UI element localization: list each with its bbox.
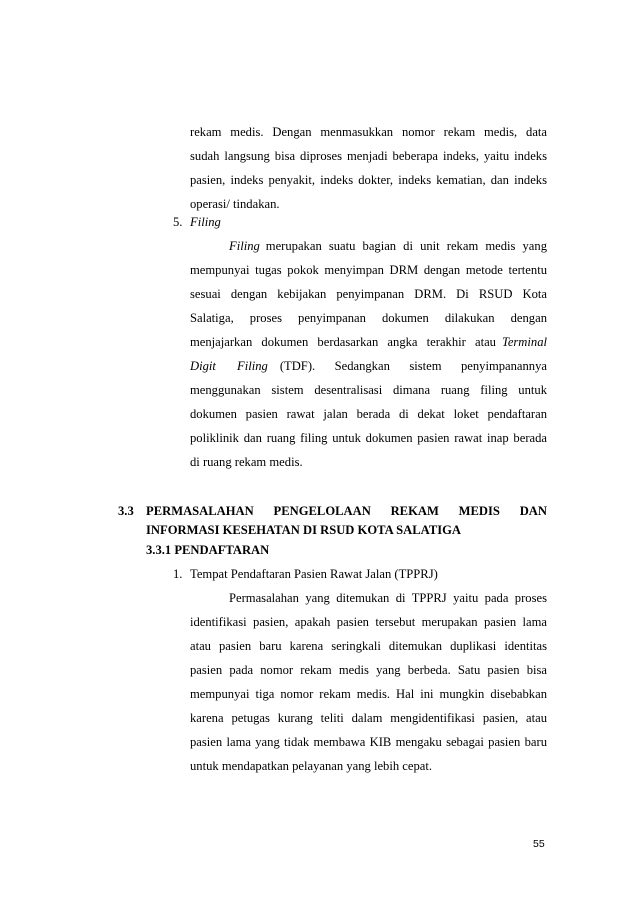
paragraph-line: Permasalahan yang ditemukan di TPPRJ yaitu pada proses bbox=[229, 591, 547, 605]
paragraph-line: pasien, indeks penyakit, indeks dokter, indeks kematian, dan indeks bbox=[190, 173, 547, 187]
paragraph-line: Salatiga, proses penyimpanan dokumen dilakukan dengan bbox=[190, 311, 547, 325]
paragraph-line: sudah langsung bisa diproses menjadi beberapa indeks, yaitu indeks bbox=[190, 149, 547, 163]
section-heading: PERMASALAHAN PENGELOLAAN REKAM MEDIS DAN bbox=[146, 504, 547, 518]
text-span: (TDF). Sedangkan sistem penyimpanannya bbox=[279, 359, 547, 373]
paragraph-line: rekam medis. Dengan menmasukkan nomor rekam medis, data bbox=[190, 125, 547, 139]
text-span: merupakan suatu bagian di unit rekam medis yang bbox=[265, 239, 547, 253]
paragraph-line: di ruang rekam medis. bbox=[190, 455, 303, 469]
paragraph-line: dokumen pasien rawat jalan berada di dekat loket pendaftaran bbox=[190, 407, 547, 421]
text-span: menjajarkan dokumen berdasarkan angka terakhir atau bbox=[190, 335, 496, 349]
list-number: 5. bbox=[173, 215, 183, 229]
paragraph-line: mempunyai tiga nomor rekam medis. Hal ini mungkin disebabkan bbox=[190, 687, 547, 701]
paragraph-line bbox=[229, 238, 547, 254]
subsection-heading: 3.3.1 PENDAFTARAN bbox=[146, 543, 270, 557]
paragraph-line bbox=[190, 358, 547, 374]
page-number: 55 bbox=[533, 838, 545, 850]
italic-term: Digit Filing bbox=[190, 359, 268, 373]
paragraph-line: untuk mendapatkan pelayanan yang lebih cepat. bbox=[190, 759, 432, 773]
paragraph-line: pasien pada nomor rekam medis yang berbeda. Satu pasien bisa bbox=[190, 663, 547, 677]
paragraph-line: poliklinik dan ruang filing untuk dokumen pasien rawat inap berada bbox=[190, 431, 547, 445]
paragraph-line: operasi/ tindakan. bbox=[190, 197, 280, 211]
italic-term: Terminal bbox=[501, 335, 547, 349]
paragraph-line: identifikasi pasien, apakah pasien tersebut merupakan pasien lama bbox=[190, 615, 547, 629]
section-heading: INFORMASI KESEHATAN DI RSUD KOTA SALATIGA bbox=[146, 523, 462, 537]
list-item-title: Tempat Pendaftaran Pasien Rawat Jalan (TPPRJ) bbox=[190, 567, 438, 581]
paragraph-line: karena petugas kurang teliti dalam mengidentifikasi pasien, atau bbox=[190, 711, 547, 725]
list-number: 1. bbox=[173, 567, 183, 581]
paragraph-line bbox=[190, 334, 547, 350]
paragraph-line: atau pasien baru karena seringkali ditemukan duplikasi identitas bbox=[190, 639, 547, 653]
paragraph-line: menggunakan sistem desentralisasi dimana ruang filing untuk bbox=[190, 383, 547, 397]
list-item-title: Filing bbox=[190, 215, 221, 229]
paragraph-line: mempunyai tugas pokok menyimpan DRM dengan metode tertentu bbox=[190, 263, 547, 277]
paragraph-line: pasien lama yang tidak membawa KIB mengaku sebagai pasien baru bbox=[190, 735, 547, 749]
section-number: 3.3 bbox=[118, 504, 134, 518]
paragraph-line: sesuai dengan kebijakan penyimpanan DRM. Di RSUD Kota bbox=[190, 287, 547, 301]
italic-term: Filing bbox=[229, 239, 260, 253]
